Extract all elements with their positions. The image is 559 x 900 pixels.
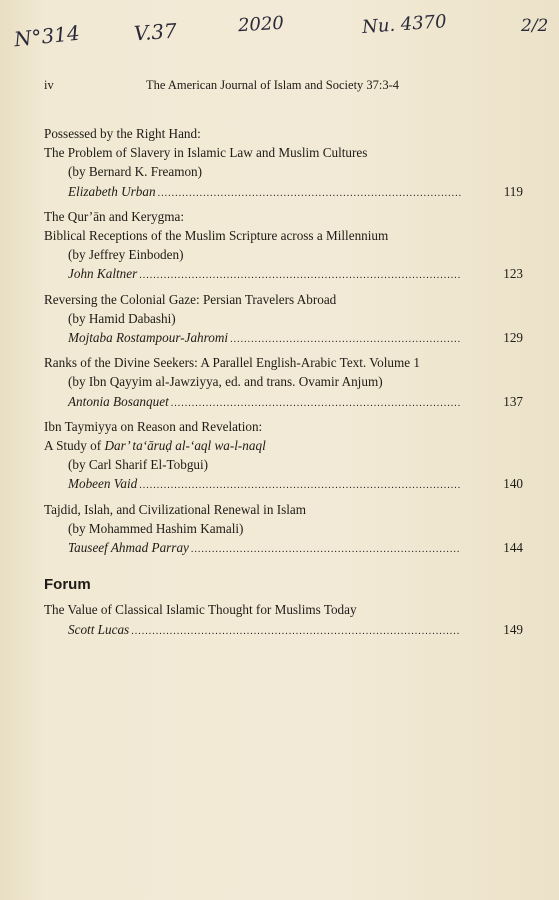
entry-title-prefix: A Study of (44, 438, 105, 454)
leader-dots (230, 330, 461, 349)
entry-reviewer: Elizabeth Urban (68, 183, 156, 199)
entry-page: 129 (503, 330, 523, 346)
entry-reviewer: Antonia Bosanquet (68, 393, 169, 409)
entry-byline: (by Jeffrey Einboden) (68, 247, 184, 263)
toc-entry (44, 124, 523, 203)
entry-reviewer: Tauseef Ahmad Parray (68, 540, 189, 556)
entry-page: 140 (503, 476, 523, 492)
entry-byline: (by Hamid Dabashi) (68, 310, 176, 326)
handwritten-issue: N°314 (12, 20, 81, 52)
toc-entry (44, 353, 523, 413)
entry-reviewer-row (44, 538, 523, 559)
entry-reviewer: John Kaltner (68, 266, 138, 282)
entry-reviewer-row (44, 620, 523, 641)
entry-title: Biblical Receptions of the Muslim Scripture across a Millennium (44, 228, 389, 244)
handwritten-volume: V.37 (133, 18, 178, 46)
toc-entry (44, 600, 523, 640)
entry-byline: (by Mohammed Hashim Kamali) (68, 520, 244, 536)
table-of-contents (44, 124, 523, 641)
leader-dots (131, 622, 461, 641)
entry-title: The Qur’ān and Kerygma: (44, 208, 185, 224)
entry-reviewer-row (44, 328, 523, 349)
entry-reviewer: Mobeen Vaid (68, 476, 138, 492)
toc-entry (44, 500, 523, 560)
entry-reviewer-row (44, 474, 523, 495)
page-folio: iv (44, 78, 54, 92)
journal-title: The American Journal of Islam and Society 37:3-4 (146, 78, 400, 92)
handwritten-note: 2/2 (521, 16, 549, 36)
entry-title: The Value of Classical Islamic Thought for Muslims Today (44, 602, 357, 618)
leader-dots (158, 184, 462, 203)
entry-reviewer: Scott Lucas (68, 621, 130, 637)
entry-byline: (by Carl Sharif El-Tobgui) (68, 457, 209, 473)
entry-reviewer-row (44, 182, 523, 203)
entry-page: 149 (503, 621, 523, 637)
leader-dots (139, 266, 461, 285)
entry-title: Possessed by the Right Hand: (44, 126, 201, 141)
entry-title-mixed (44, 436, 484, 455)
toc-entry (44, 290, 523, 350)
entry-page: 123 (503, 266, 523, 282)
leader-dots (139, 476, 461, 495)
entry-title-italic: Dar’ ta‘āruḍ al-‘aql wa-l-naql (104, 438, 266, 454)
entry-page: 137 (503, 393, 523, 409)
entry-title: Ranks of the Divine Seekers: A Parallel English-Arabic Text. Volume 1 (44, 355, 420, 371)
handwritten-annotations (0, 11, 559, 54)
entry-reviewer-row (44, 264, 523, 285)
leader-dots (191, 540, 461, 559)
handwritten-number: Nu. 4370 (361, 11, 448, 38)
toc-entry (44, 207, 523, 286)
entry-title: Reversing the Colonial Gaze: Persian Travelers Abroad (44, 291, 337, 307)
handwritten-year: 2020 (237, 12, 285, 37)
entry-byline: (by Bernard K. Freamon) (68, 164, 203, 180)
entry-title: Ibn Taymiyya on Reason and Revelation: (44, 418, 263, 434)
entry-title: The Problem of Slavery in Islamic Law and Muslim Cultures (44, 145, 368, 161)
toc-entry (44, 417, 523, 496)
section-heading-forum: Forum (44, 576, 91, 594)
entry-page: 119 (503, 183, 523, 199)
entry-byline: (by Ibn Qayyim al-Jawziyya, ed. and trans. Ovamir Anjum) (68, 374, 383, 390)
entry-reviewer: Mojtaba Rostampour-Jahromi (68, 330, 229, 346)
entry-page: 144 (503, 540, 523, 556)
leader-dots (171, 394, 461, 413)
entry-reviewer-row (44, 392, 523, 413)
entry-title: Tajdid, Islah, and Civilizational Renewal in Islam (44, 501, 307, 517)
